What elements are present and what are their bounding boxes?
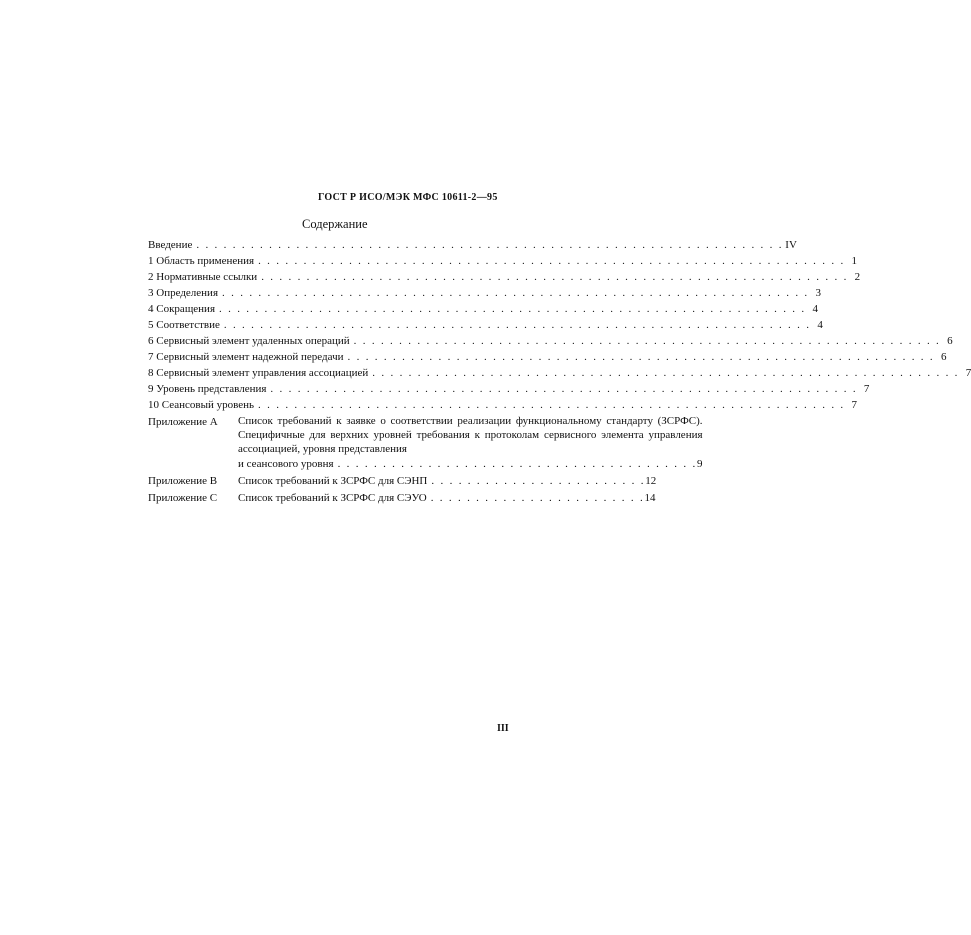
leader-dots bbox=[219, 301, 806, 317]
leader-dots bbox=[270, 381, 857, 397]
leader-dots bbox=[196, 237, 783, 253]
appendix-text: Список требований к ЗСРФС для СЭУО bbox=[238, 492, 427, 504]
page-number: III bbox=[497, 723, 509, 734]
leader-dots bbox=[431, 473, 645, 489]
toc-entry-page: 1 bbox=[851, 255, 858, 267]
toc-entry-label: Введение bbox=[148, 239, 193, 251]
toc-entry-label: 10 Сеансовый уровень bbox=[148, 399, 255, 411]
toc-entry-label: 6 Сервисный элемент удаленных операций bbox=[148, 335, 350, 347]
appendix-key: Приложение С bbox=[148, 492, 218, 504]
page-title: Содержание bbox=[302, 217, 368, 231]
appendix-text: Список требований к ЗСРФС для СЭНП bbox=[238, 475, 428, 487]
toc-entry bbox=[148, 253, 858, 269]
toc-entry-page: 2 bbox=[854, 271, 861, 283]
toc-entry bbox=[148, 397, 857, 413]
toc-entry bbox=[148, 333, 953, 349]
leader-dots bbox=[338, 456, 697, 472]
toc-entry-page: 3 bbox=[815, 287, 821, 299]
toc-entry bbox=[148, 317, 823, 333]
leader-dots bbox=[261, 269, 848, 285]
toc-entry-label: 2 Нормативные ссылки bbox=[148, 271, 258, 283]
leader-dots bbox=[258, 253, 845, 269]
leader-dots bbox=[372, 365, 959, 381]
table-of-contents bbox=[148, 237, 971, 506]
toc-entry-page: 7 bbox=[965, 367, 971, 379]
toc-entry-page: 7 bbox=[863, 383, 870, 395]
toc-entry-label: 4 Сокращения bbox=[148, 303, 215, 315]
toc-entry-label: 8 Сервисный элемент управления ассоциацией bbox=[148, 367, 369, 379]
toc-appendix-c bbox=[148, 490, 656, 506]
leader-dots bbox=[258, 397, 845, 413]
toc-entry bbox=[148, 365, 971, 381]
appendix-key: Приложение В bbox=[148, 475, 218, 487]
toc-entry-page: 7 bbox=[851, 399, 857, 411]
toc-entry bbox=[148, 301, 818, 317]
document-header: ГОСТ Р ИСО/МЭК МФС 10611-2—95 bbox=[318, 192, 498, 203]
toc-entry-page: 9 bbox=[697, 458, 703, 470]
leader-dots bbox=[224, 317, 811, 333]
appendix-key: Приложение А bbox=[148, 416, 218, 428]
toc-entry-page: 12 bbox=[645, 475, 657, 487]
toc-entry bbox=[148, 381, 870, 397]
toc-entry-label: 3 Определения bbox=[148, 287, 219, 299]
appendix-text: Список требований к заявке о соответствии реализации функциональному стандарту (ЗСРФС). Специфичные для верхних уровней требования к протоколам сервисного элемента управления ассоциацией, уровня представления bbox=[238, 415, 703, 455]
toc-entry-page: 14 bbox=[644, 492, 656, 504]
toc-entry-label: 7 Сервисный элемент надежной передачи bbox=[148, 351, 344, 363]
leader-dots bbox=[348, 349, 935, 365]
toc-appendix-b bbox=[148, 473, 657, 489]
toc-entry-page: 6 bbox=[947, 335, 953, 347]
appendix-text-end: и сеансового уровня bbox=[238, 458, 334, 470]
toc-entry-page: 6 bbox=[940, 351, 947, 363]
toc-entry-page: 4 bbox=[812, 303, 818, 315]
toc-entry-page: IV bbox=[785, 239, 797, 251]
toc-entry bbox=[148, 285, 821, 301]
toc-appendix-a bbox=[148, 414, 703, 472]
toc-entry bbox=[148, 349, 947, 365]
leader-dots bbox=[431, 490, 645, 506]
toc-entry-label: 1 Область применения bbox=[148, 255, 255, 267]
toc-entry-label: 9 Уровень представления bbox=[148, 383, 267, 395]
leader-dots bbox=[222, 285, 809, 301]
toc-entry-page: 4 bbox=[817, 319, 823, 331]
toc-entry bbox=[148, 269, 861, 285]
toc-entry bbox=[148, 237, 797, 253]
leader-dots bbox=[354, 333, 941, 349]
toc-entry-label: 5 Соответствие bbox=[148, 319, 220, 331]
